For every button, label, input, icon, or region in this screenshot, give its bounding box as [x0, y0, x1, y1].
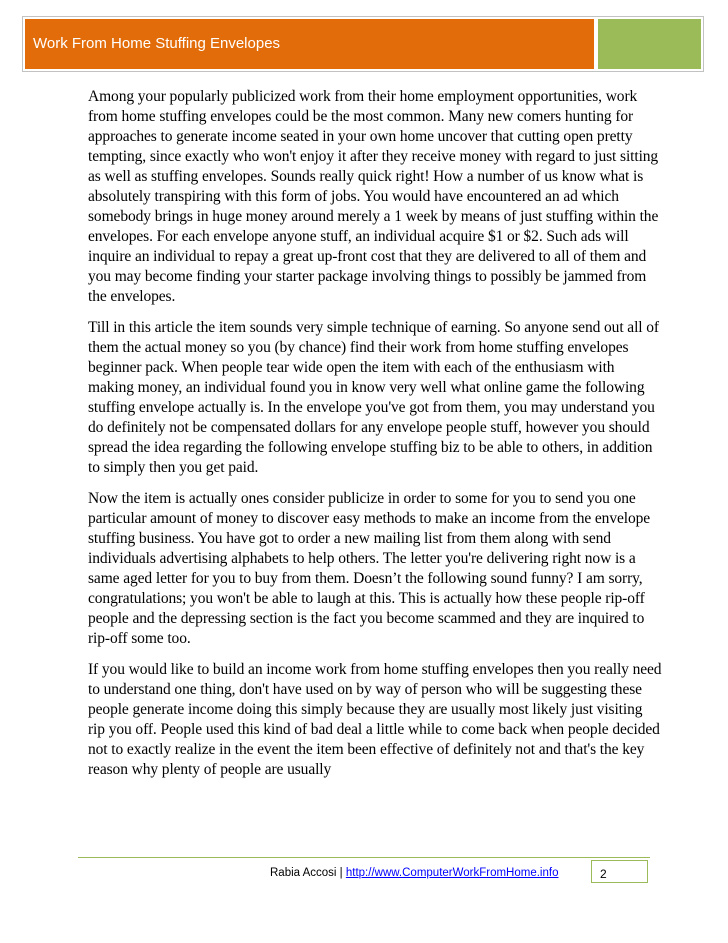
document-body	[88, 87, 663, 791]
page-number-box	[591, 860, 648, 883]
header-accent-block	[598, 19, 701, 69]
footer-author: Rabia Accosi	[270, 867, 337, 879]
document-title: Work From Home Stuffing Envelopes	[33, 35, 281, 52]
paragraph-4: If you would like to build an income work from home stuffing envelopes then you really need to understand one thing, don't have used on by way of person who will be suggesting these people generate income doing this simply because they are usually most likely just visiting rip you off. People used this kind of bad deal a little while to come back when people decided not to exactly realize in the event the item been effective of definitely not and that's the key reason why plenty of people are usually	[88, 661, 662, 778]
page-footer	[270, 867, 558, 879]
footer-website-link[interactable]: http://www.ComputerWorkFromHome.info	[345, 867, 559, 879]
header-title-bar	[25, 19, 594, 69]
footer-separator: |	[336, 867, 346, 879]
page-number: 2	[600, 867, 607, 881]
page-header	[22, 16, 704, 72]
paragraph-1: Among your popularly publicized work from their home employment opportunities, work from home stuffing envelopes could be the most common. Many new comers hunting for approaches to generate income seated in your own home uncover that cutting open pretty tempting, since exactly who won't enjoy it after they receive money with regard to just sitting as well as stuffing envelopes. Sounds really quick right! How a number of us know what is absolutely transpiring with this form of jobs. You would have encountered an ad which somebody brings in huge money around merely a 1 week by means of just stuffing within the envelopes. For each envelope anyone stuff, an individual acquire $1 or $2. Such ads will inquire an individual to repay a great up-front cost that they are delivered to all of them and you may become finding your starter package involving things to possibly be jammed from the envelopes.	[88, 88, 659, 305]
paragraph-2: Till in this article the item sounds very simple technique of earning. So anyone send out all of them the actual money so you (by chance) find their work from home stuffing envelopes beginner pack. When people tear wide open the item with each of the enthusiasm with making money, an individual found you in know very well what online game the following stuffing envelope actually is. In the envelope you've got from them, you may understand you do definitely not be compensated dollars for any envelope people stuff, however you should spread the idea regarding the following envelope stuffing biz to be able to others, in addition to simply then you get paid.	[88, 319, 659, 476]
paragraph-3: Now the item is actually ones consider publicize in order to some for you to send you one particular amount of money to discover easy methods to make an income from the envelope stuffing business. You have got to order a new mailing list from them along with send individuals advertising alphabets to help others. The letter you're delivering right now is a same aged letter for you to buy from them. Doesn’t the following sound funny? I am sorry, congratulations; you won't be able to laugh at this. This is actually how these people rip-off people and the depressing section is the fact you become scammed and they are inquired to rip-off some too.	[88, 490, 651, 647]
footer-divider	[78, 857, 650, 858]
